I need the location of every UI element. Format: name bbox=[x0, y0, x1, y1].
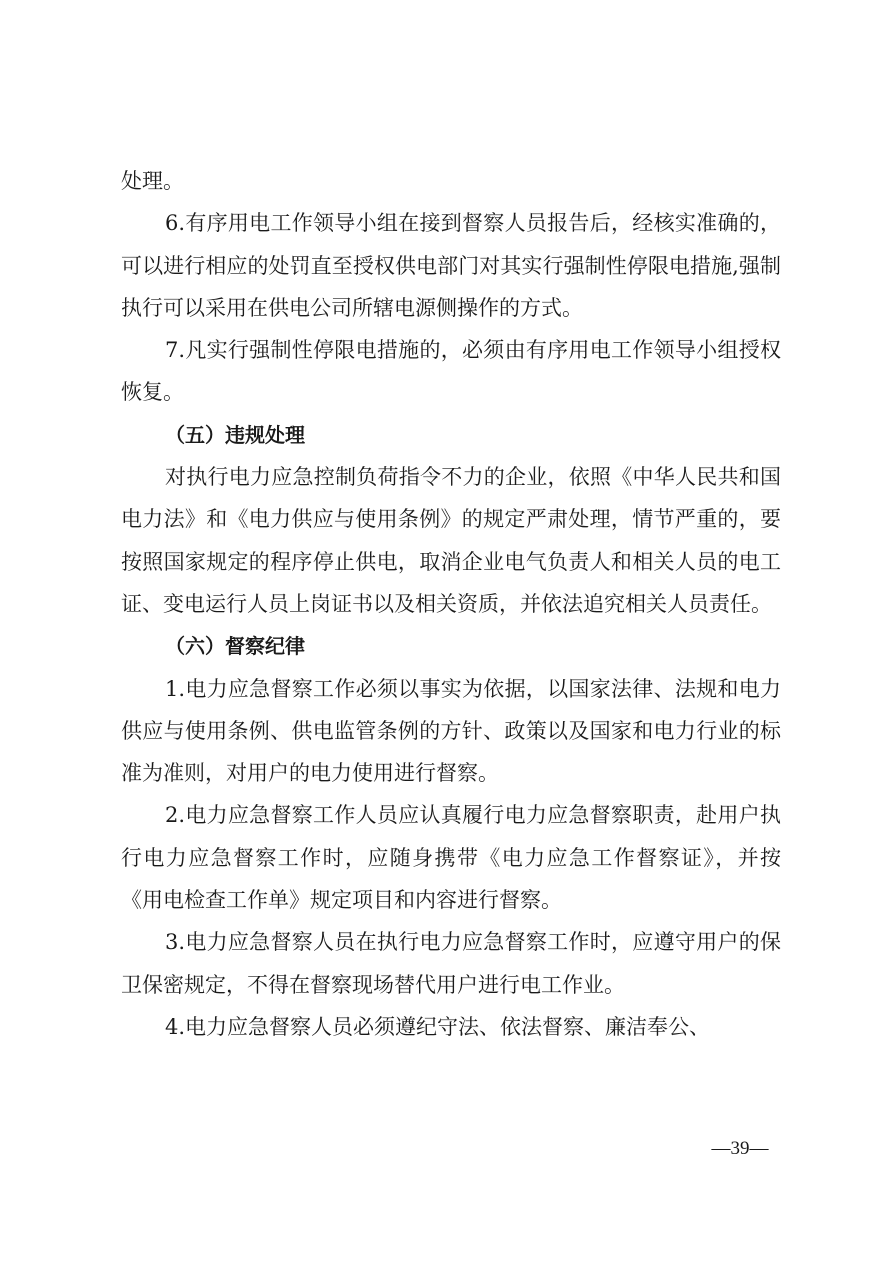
paragraph-discipline-2: 2.电力应急督察工作人员应认真履行电力应急督察职责，赴用户执行电力应急督察工作时，应随身携带《电力应急工作督察证》，并按《用电检查工作单》规定项目和内容进行督察。 bbox=[121, 803, 781, 913]
section-heading-violation-handling: （五）违规处理 bbox=[165, 422, 305, 447]
paragraph-violation-handling: 对执行电力应急控制负荷指令不力的企业，依照《中华人民共和国电力法》和《电力供应与使用条例》的规定严肃处理，情节严重的，要按照国家规定的程序停止供电，取消企业电气负责人和相关人员的电工证、变电运行人员上岗证书以及相关资质，并依法追究相关人员责任。 bbox=[121, 465, 781, 616]
paragraph-item-6: 6.有序用电工作领导小组在接到督察人员报告后，经核实准确的，可以进行相应的处罚直至授权供电部门对其实行强制性停限电措施,强制执行可以采用在供电公司所辖电源侧操作的方式。 bbox=[121, 211, 781, 320]
paragraph-item-7: 7.凡实行强制性停限电措施的，必须由有序用电工作领导小组授权恢复。 bbox=[121, 338, 781, 405]
paragraph-discipline-1: 1.电力应急督察工作必须以事实为依据，以国家法律、法规和电力供应与使用条例、供电监管条例的方针、政策以及国家和电力行业的标准为准则，对用户的电力使用进行督察。 bbox=[121, 676, 781, 786]
paragraph-discipline-4: 4.电力应急督察人员必须遵纪守法、依法督察、廉洁奉公、 bbox=[165, 1014, 711, 1039]
section-heading-supervision-discipline: （六）督察纪律 bbox=[165, 634, 305, 659]
paragraph-continuation: 处理。 bbox=[121, 169, 184, 193]
body-text bbox=[121, 160, 781, 1048]
paragraph-discipline-3: 3.电力应急督察人员在执行电力应急督察工作时，应遵守用户的保卫保密规定，不得在督察现场替代用户进行电工作业。 bbox=[121, 930, 781, 997]
page-number: —39— bbox=[711, 1138, 769, 1159]
